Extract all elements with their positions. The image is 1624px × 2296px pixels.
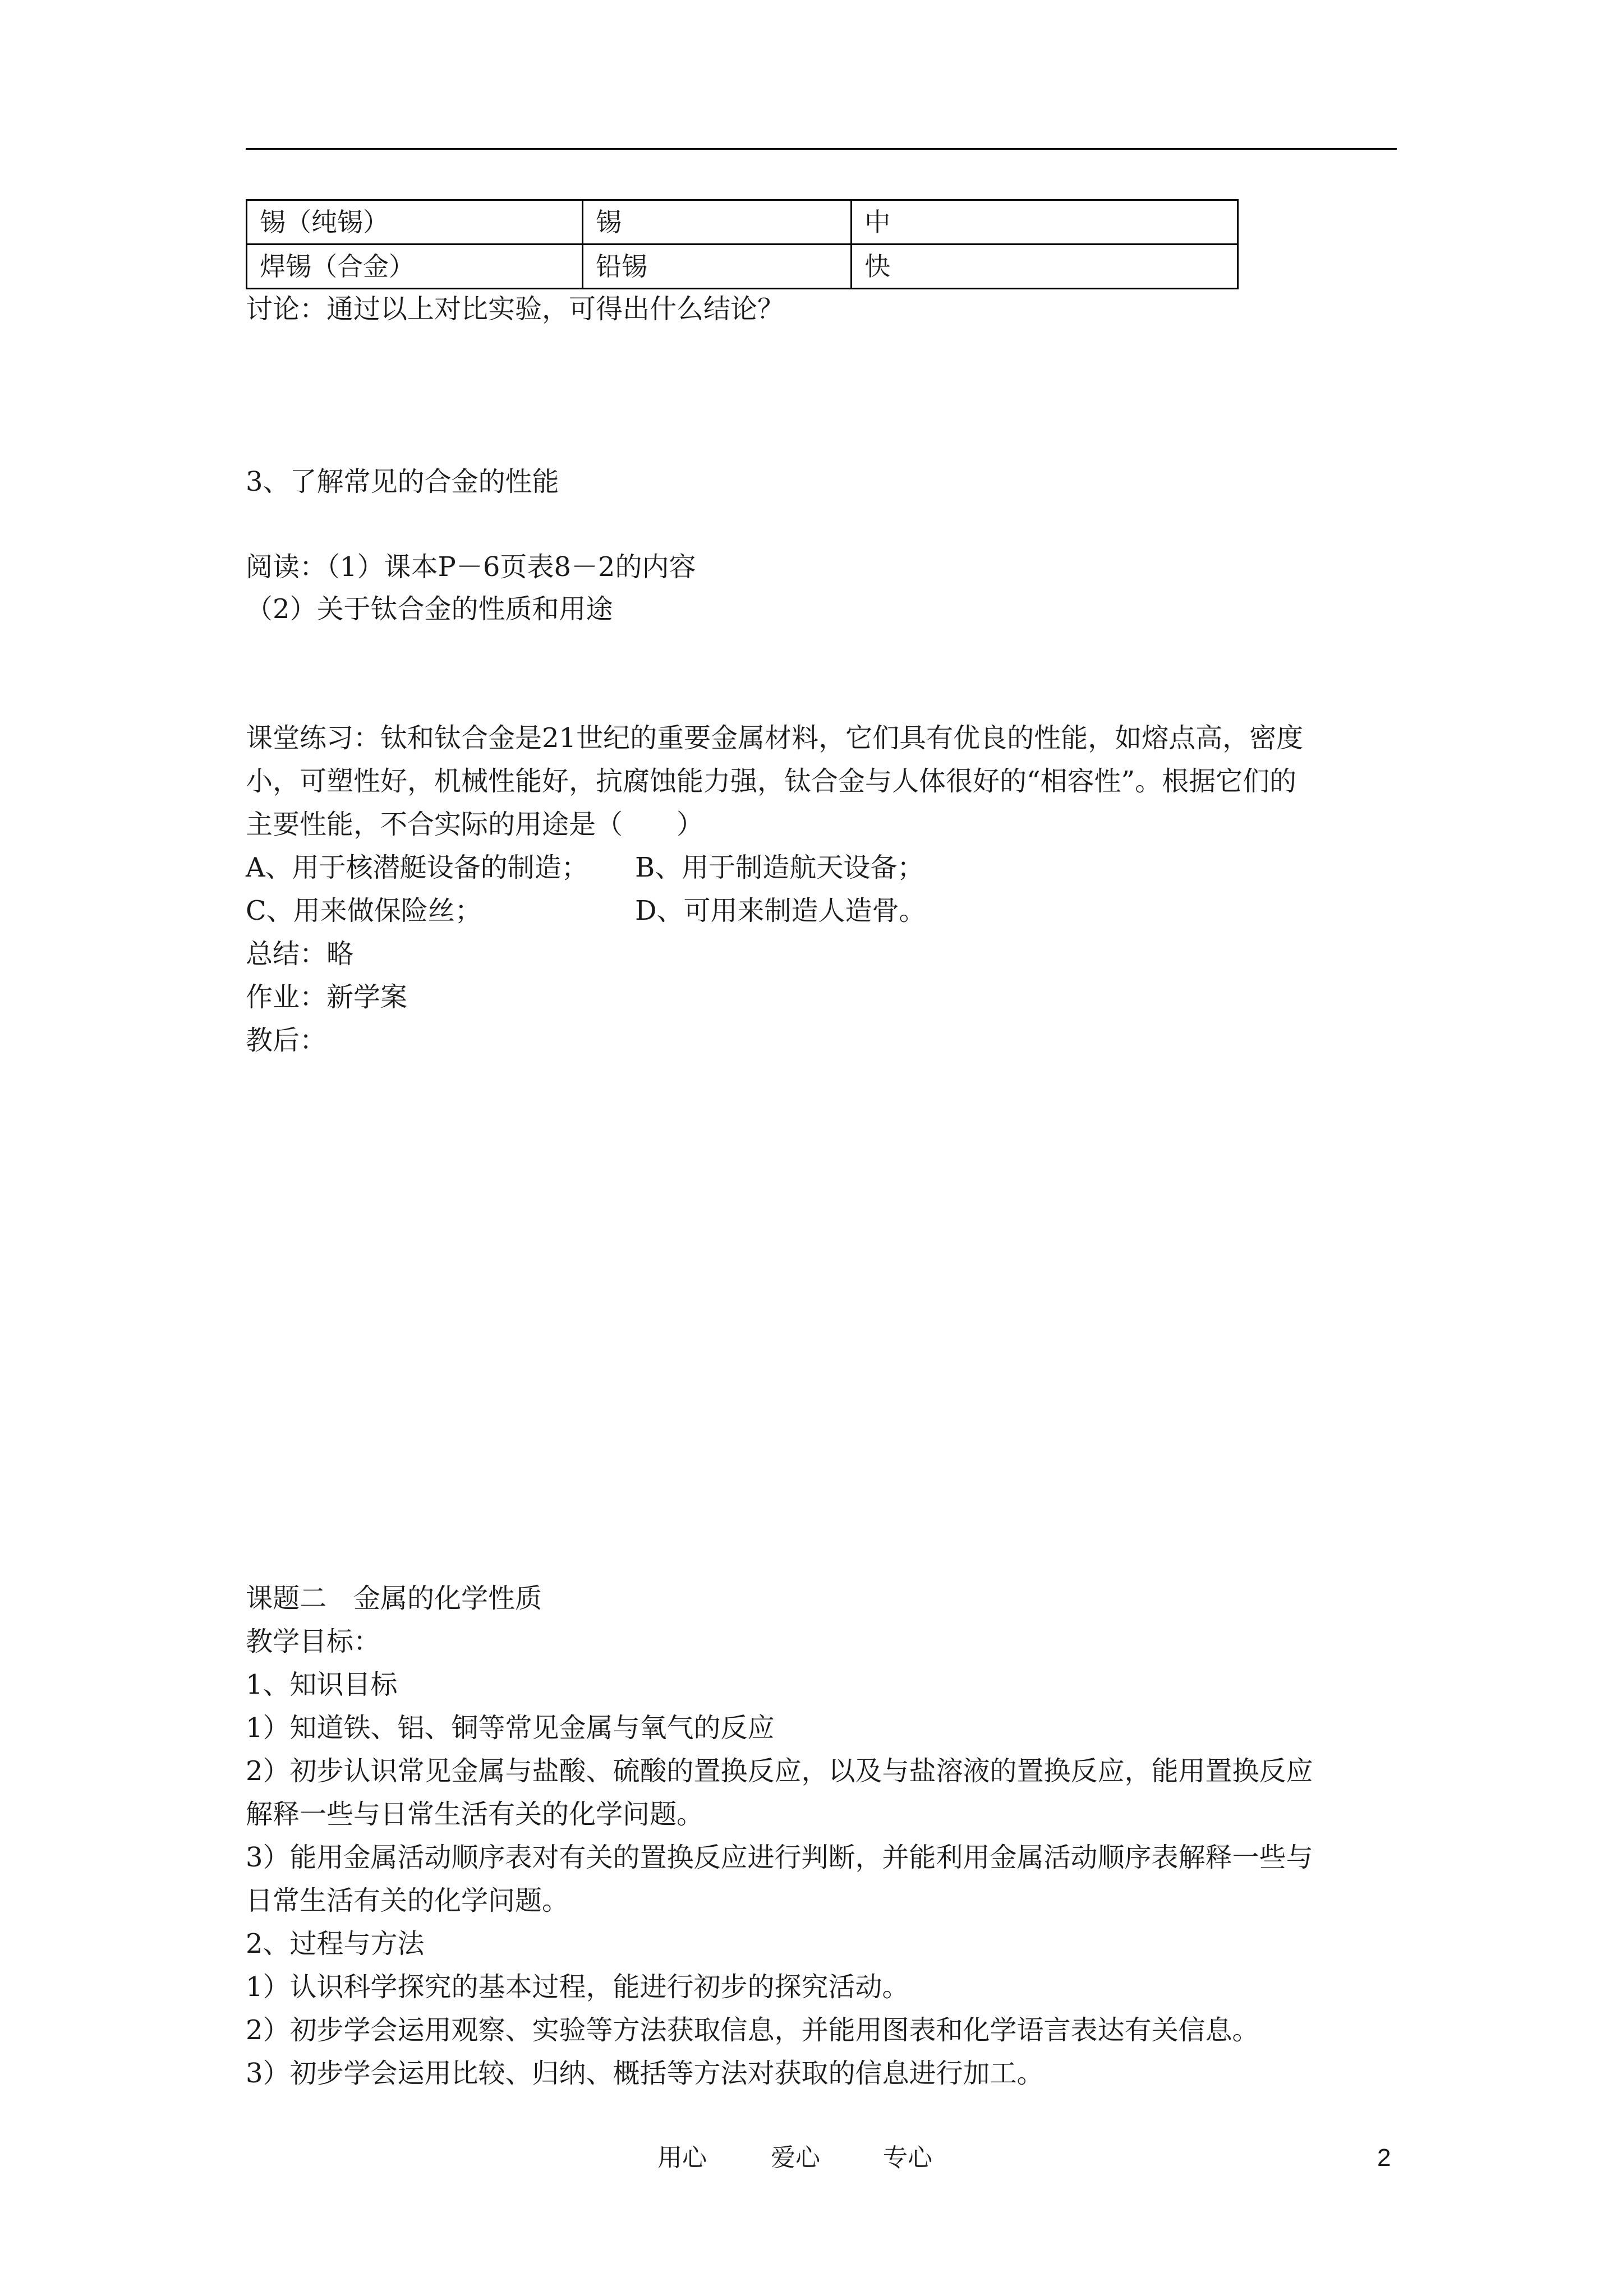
table-cell: 中: [852, 200, 1238, 245]
option-b: B、用于制造航天设备；: [635, 852, 924, 883]
section3-title: 3、了解常见的合金的性能: [246, 466, 559, 497]
footer-left: 用心: [657, 2143, 707, 2172]
page-number: 2: [1377, 2144, 1391, 2171]
homework-text: 作业：新学案: [246, 981, 408, 1013]
exercise-line-3: 主要性能，不合实际的用途是（ ）: [246, 809, 704, 840]
after-class-text: 教后：: [246, 1025, 327, 1056]
footer-middle: 爱心: [771, 2143, 820, 2172]
process-item-3: 3）初步学会运用比较、归纳、概括等方法对获取的信息进行加工。: [246, 2058, 1044, 2089]
option-d: D、可用来制造人造骨。: [635, 895, 926, 926]
reading-line-1: 阅读：（1）课本P－6页表8－2的内容: [246, 551, 696, 583]
process-item-1: 1）认识科学探究的基本过程，能进行初步的探究活动。: [246, 1971, 909, 2003]
table-row: [247, 200, 1238, 245]
option-a: A、用于核潜艇设备的制造；: [246, 852, 588, 883]
table-cell: 锡: [583, 200, 852, 245]
exercise-line-1: 课堂练习：钛和钛合金是21世纪的重要金属材料，它们具有优良的性能，如熔点高，密度: [246, 722, 1304, 754]
knowledge-item-3b: 日常生活有关的化学问题。: [246, 1885, 569, 1916]
knowledge-item-2b: 解释一些与日常生活有关的化学问题。: [246, 1799, 704, 1830]
footer-right: 专心: [883, 2143, 932, 2172]
table-cell: 锡（纯锡）: [247, 200, 583, 245]
knowledge-item-2a: 2）初步认识常见金属与盐酸、硫酸的置换反应，以及与盐溶液的置换反应，能用置换反应: [246, 1755, 1313, 1787]
knowledge-item-1: 1）知道铁、铝、铜等常见金属与氧气的反应: [246, 1712, 775, 1744]
exercise-line-2: 小，可塑性好，机械性能好，抗腐蚀能力强，钛合金与人体很好的“相容性”。根据它们的: [246, 766, 1297, 797]
header-rule: [246, 148, 1397, 150]
process-item-2: 2）初步学会运用观察、实验等方法获取信息，并能用图表和化学语言表达有关信息。: [246, 2014, 1259, 2046]
process-heading: 2、过程与方法: [246, 1928, 425, 1960]
table-cell: 快: [852, 245, 1238, 289]
table-cell: 铅锡: [583, 245, 852, 289]
summary-text: 总结：略: [246, 938, 354, 970]
lesson2-title: 课题二 金属的化学性质: [246, 1583, 542, 1614]
option-c: C、用来做保险丝；: [246, 895, 482, 926]
alloy-comparison-table: [246, 199, 1239, 289]
discussion-text: 讨论：通过以上对比实验，可得出什么结论？: [246, 293, 785, 325]
knowledge-heading: 1、知识目标: [246, 1669, 398, 1700]
table-cell: 焊锡（合金）: [247, 245, 583, 289]
goals-heading: 教学目标：: [246, 1626, 381, 1657]
knowledge-item-3a: 3）能用金属活动顺序表对有关的置换反应进行判断，并能利用金属活动顺序表解释一些与: [246, 1842, 1313, 1873]
reading-line-2: （2）关于钛合金的性质和用途: [246, 593, 613, 625]
table-row: [247, 245, 1238, 289]
